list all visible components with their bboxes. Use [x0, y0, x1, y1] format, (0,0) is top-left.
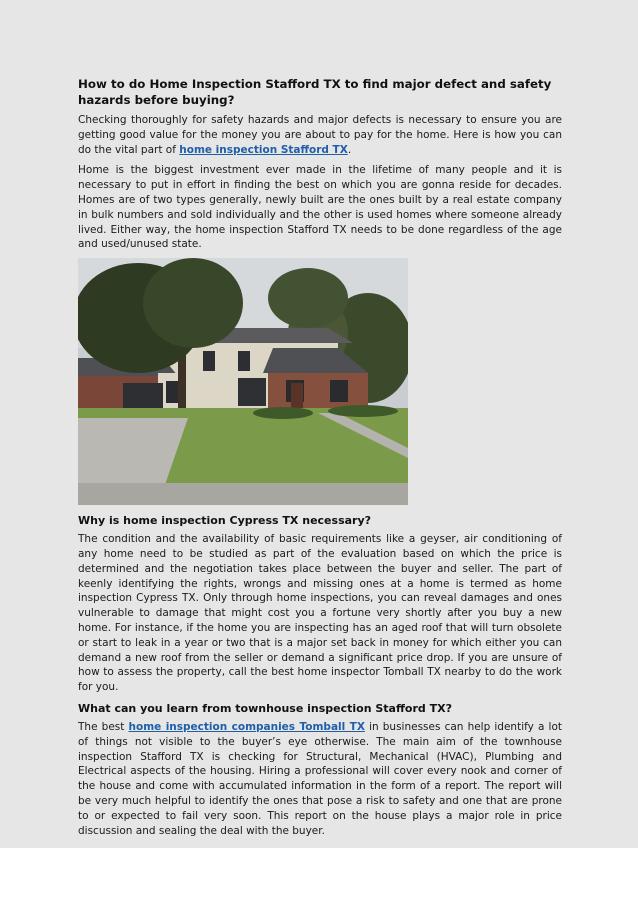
townhouse-text-after: in businesses can help identify a lot of things not visible to the buyer’s eye otherwise. The main aim of the townhouse inspection Stafford TX is checking for Structural, Mechanical (HVAC), Plumbing and Electrical aspects of the housing. Hiring a professional will cover every nook and corner of the house and come with accumulated information in the form of a report. The report will be very much helpful to identify the ones that pose a risk to safety and one that are prone to or expected to fail very soon. This report on the house plays a major role in price discussion and sealing the deal with the buyer.: [78, 720, 562, 837]
link-home-inspection-stafford[interactable]: home inspection Stafford TX: [179, 143, 348, 156]
intro-paragraph: [78, 113, 562, 157]
intro-text-before: Checking thoroughly for safety hazards and major defects is necessary to ensure you are getting good value for the money you are about to pay for the home. Here is how you can do the vital part of: [78, 114, 562, 156]
house-photo: [78, 258, 408, 505]
intro-text-after: .: [347, 143, 352, 156]
townhouse-text-before: The best: [78, 720, 129, 733]
cypress-paragraph: The condition and the availability of basic requirements like a geyser, air conditioning of any home need to be studied as part of the evaluation based on which the price is determined and the negotiation takes place between the buyer and seller. The part of keenly identifying the rights, wrongs and missing ones at a home is termed as home inspection Cypress TX. Only through home inspections, you can reveal damages and ones vulnerable to damage that might cost you a fortune very shortly after you buy a new home. For instance, if the home you are inspecting has an aged roof that will turn obsolete or start to leak in a year or two that is a major set back in money for which either you can demand a new roof from the seller or demand a significant price drop. If you are unsure of how to assess the property, call the best home inspector Tomball TX nearby to do the work for you.: [78, 533, 562, 694]
link-home-inspection-companies-tomball[interactable]: home inspection companies Tomball TX: [128, 720, 365, 733]
section-heading-stafford: How to do Home Inspection Stafford TX to find major defect and safety hazards before buying?: [78, 77, 552, 107]
townhouse-paragraph: [78, 720, 562, 838]
document-content: [78, 76, 562, 844]
section-heading-townhouse: What can you learn from townhouse inspection Stafford TX?: [78, 701, 452, 715]
section-heading-cypress: Why is home inspection Cypress TX necessary?: [78, 514, 372, 528]
investment-paragraph: Home is the biggest investment ever made in the lifetime of many people and it is necessary to put in effort in finding the best on which you are gonna reside for decades. Homes are of two types generally, newly built are the ones built by a real estate company in bulk numbers and sold individually and the other is used homes where someone already lived. Either way, the home inspection Stafford TX needs to be done regardless of the age and used/unused state.: [78, 164, 562, 251]
page-bottom-margin: [0, 848, 638, 903]
